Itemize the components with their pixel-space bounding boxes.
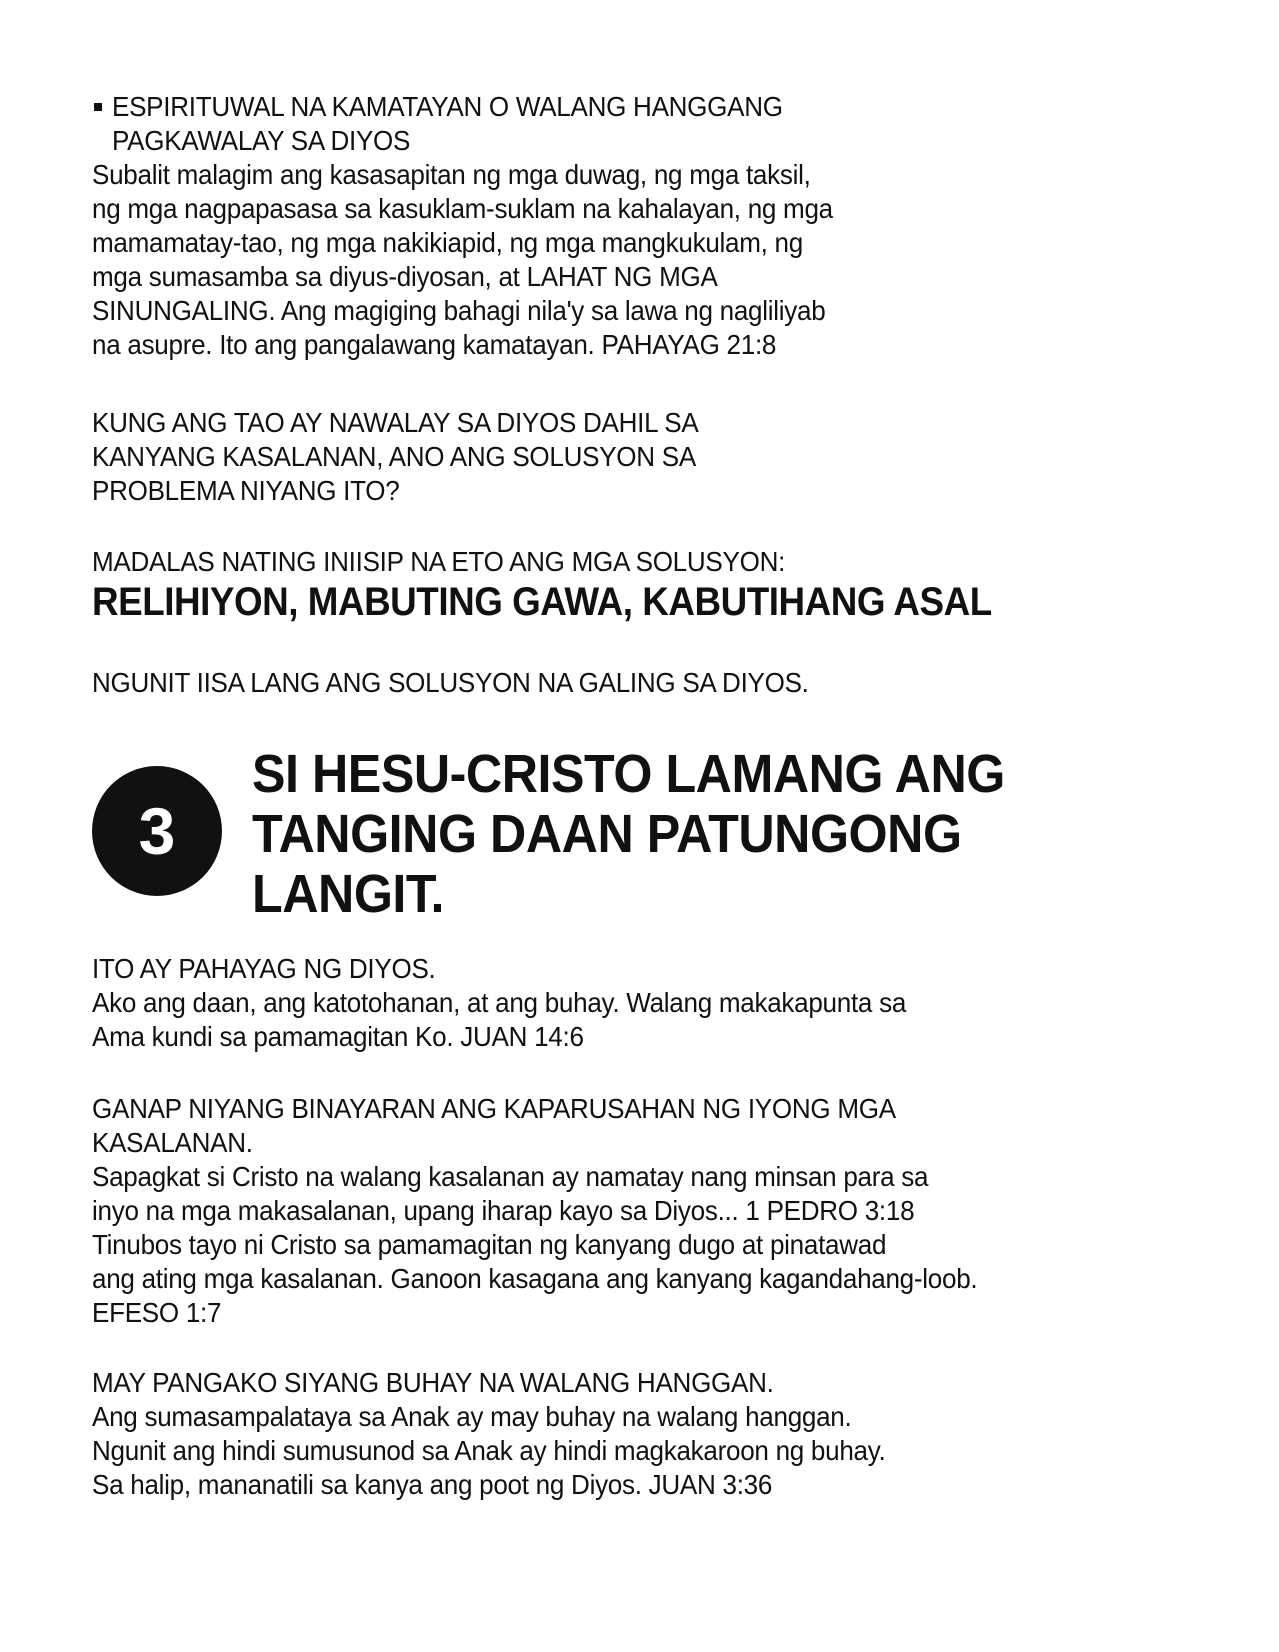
verse-line: Ama kundi sa pamamagitan Ko. JUAN 14:6	[92, 1021, 584, 1052]
point-number: 3	[138, 794, 176, 868]
verse-line: Sapagkat si Cristo na walang kasalanan ay namatay nang minsan para sa	[92, 1161, 929, 1192]
point-3-title	[252, 744, 1005, 924]
solutions-intro: MADALAS NATING INIISIP NA ETO ANG MGA SOLUSYON:	[92, 546, 786, 577]
verse-pahayag-21-8	[92, 158, 889, 362]
spiritual-death-section	[92, 90, 889, 362]
section-heading: ITO AY PAHAYAG NG DIYOS.	[92, 953, 436, 984]
title-line: LANGIT.	[252, 864, 445, 924]
bullet-heading-line: ESPIRITUWAL NA KAMATAYAN O WALANG HANGGANG	[112, 91, 783, 122]
one-solution-text: NGUNIT IISA LANG ANG SOLUSYON NA GALING SA DIYOS.	[92, 667, 809, 698]
verse-line: Ngunit ang hindi sumusunod sa Anak ay hindi magkakaroon ng buhay.	[92, 1435, 886, 1466]
one-solution-section	[92, 666, 863, 700]
verse-line: Sa halip, mananatili sa kanya ang poot ng Diyos. JUAN 3:36	[92, 1469, 773, 1500]
section-heading: MAY PANGAKO SIYANG BUHAY NA WALANG HANGGAN.	[92, 1367, 774, 1398]
verse-line: na asupre. Ito ang pangalawang kamatayan. PAHAYAG 21:8	[92, 329, 777, 360]
common-solutions-section	[92, 545, 1070, 625]
verse-line: Ako ang daan, ang katotohanan, at ang buhay. Walang makakapunta sa	[92, 987, 907, 1018]
bullet-heading-line: PAGKAWALAY SA DIYOS	[112, 125, 411, 156]
section-heading: GANAP NIYANG BINAYARAN ANG KAPARUSAHAN NG IYONG MGA	[92, 1093, 896, 1124]
solutions-list: RELIHIYON, MABUTING GAWA, KABUTIHANG ASAL	[92, 580, 992, 624]
verse-line: EFESO 1:7	[92, 1297, 222, 1328]
verse-line: inyo na mga makasalanan, upang iharap kayo sa Diyos... 1 PEDRO 3:18	[92, 1195, 915, 1226]
verse-line: ang ating mga kasalanan. Ganoon kasagana ang kanyang kagandahang-loob.	[92, 1263, 978, 1294]
revelation-section	[92, 952, 967, 1054]
question-line: KUNG ANG TAO AY NAWALAY SA DIYOS DAHIL SA	[92, 407, 699, 438]
question-line: PROBLEMA NIYANG ITO?	[92, 475, 400, 506]
verse-line: Tinubos tayo ni Cristo sa pamamagitan ng kanyang dugo at pinatawad	[92, 1229, 887, 1260]
verse-line: mga sumasamba sa diyus-diyosan, at LAHAT NG MGA	[92, 261, 718, 292]
question-line: KANYANG KASALANAN, ANO ANG SOLUSYON SA	[92, 441, 696, 472]
verse-line: Ang sumasampalataya sa Anak ay may buhay na walang hanggan.	[92, 1401, 852, 1432]
verse-line: Subalit malagim ang kasasapitan ng mga duwag, ng mga taksil,	[92, 159, 811, 190]
bullet-square-icon	[94, 103, 102, 111]
title-line: TANGING DAAN PATUNGONG	[252, 804, 962, 864]
question-section	[92, 406, 744, 508]
payment-section	[92, 1092, 1044, 1330]
verse-line: SINUNGALING. Ang magiging bahagi nila'y sa lawa ng nagliliyab	[92, 295, 826, 326]
promise-section	[92, 1366, 945, 1502]
title-line: SI HESU-CRISTO LAMANG ANG	[252, 744, 1005, 804]
verse-line: mamamatay-tao, ng mga nakikiapid, ng mga mangkukulam, ng	[92, 227, 803, 258]
bullet-heading	[92, 90, 889, 158]
point-number-badge	[92, 766, 222, 896]
section-heading: KASALANAN.	[92, 1127, 253, 1158]
verse-line: ng mga nagpapasasa sa kasuklam-suklam na kahalayan, ng mga	[92, 193, 833, 224]
